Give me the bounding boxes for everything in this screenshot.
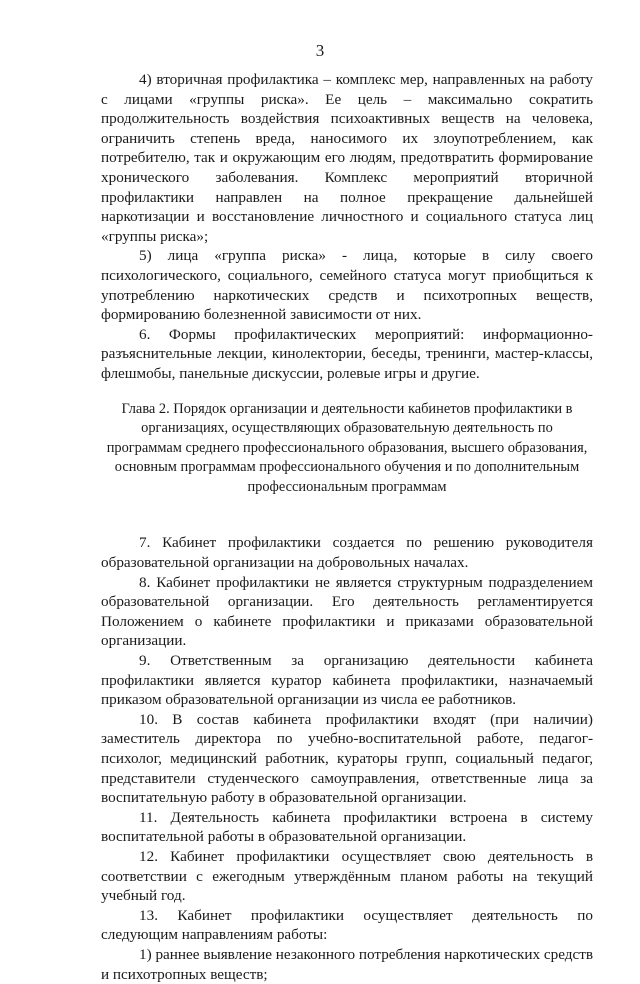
document-body [101, 70, 593, 984]
chapter-heading: Глава 2. Порядок организации и деятельности кабинетов профилактики в организациях, осуществляющих образовательную деятельность по программам среднего профессионального образования, высшего образования, основным программам профессионального обучения и по дополнительным профессиональным программам [106, 400, 588, 495]
paragraph-10: 10. В состав кабинета профилактики входят (при наличии) заместитель директора по учебно-воспитательной работе, педагог-психолог, медицинский работник, кураторы групп, социальный педагог, представители студенческого самоуправления, ответственные лица за воспитательную работу в образовательной организации. [101, 710, 593, 807]
paragraph-7: 7. Кабинет профилактики создается по решению руководителя образовательной организации на добровольных началах. [101, 534, 593, 572]
paragraph-risk-group: 5) лица «группа риска» - лица, которые в силу своего психологического, социального, семейного статуса могут приобщиться к употреблению наркотических средств и психотропных веществ, формированию болезненной зависимости от них. [101, 247, 593, 324]
paragraph-prevention-forms: 6. Формы профилактических мероприятий: информационно-разъяснительные лекции, кинолектории, беседы, тренинги, мастер-классы, флешмобы, панельные дискуссии, ролевые игры и другие. [101, 325, 593, 382]
page-number: 3 [315, 41, 325, 60]
paragraph-8: 8. Кабинет профилактики не является структурным подразделением образовательной организации. Его деятельность регламентируется Положением о кабинете профилактики и приказами образовательной организации. [101, 573, 593, 650]
paragraph-13: 13. Кабинет профилактики осуществляет деятельность по следующим направлениям работы: [101, 906, 593, 944]
paragraph-11: 11. Деятельность кабинета профилактики встроена в систему воспитательной работы в образовательной организации. [101, 808, 593, 846]
paragraph-12: 12. Кабинет профилактики осуществляет свою деятельность в соответствии с ежегодным утверждённым планом работы на текущий учебный год. [101, 847, 593, 905]
paragraph-9: 9. Ответственным за организацию деятельности кабинета профилактики является куратор кабинета профилактики, назначаемый приказом образовательной организации из числа ее работников. [101, 652, 593, 709]
paragraph-secondary-prevention: 4) вторичная профилактика – комплекс мер, направленных на работу с лицами «группы риска». Ее цель – максимально сократить продолжительность воздействия психоактивных веществ на человека, ограничить степень вреда, наносимого их злоупотреблением, как потребителю, так и окружающим его людям, предотвратить формирование хронического заболевания. Комплекс мероприятий вторичной профилактики направлен на полное прекращение дальнейшей наркотизации и восстановление личностного и социального статуса лиц «группы риска»; [101, 71, 593, 245]
list-item-1: 1) раннее выявление незаконного потребления наркотических средств и психотропных веществ; [101, 945, 594, 983]
